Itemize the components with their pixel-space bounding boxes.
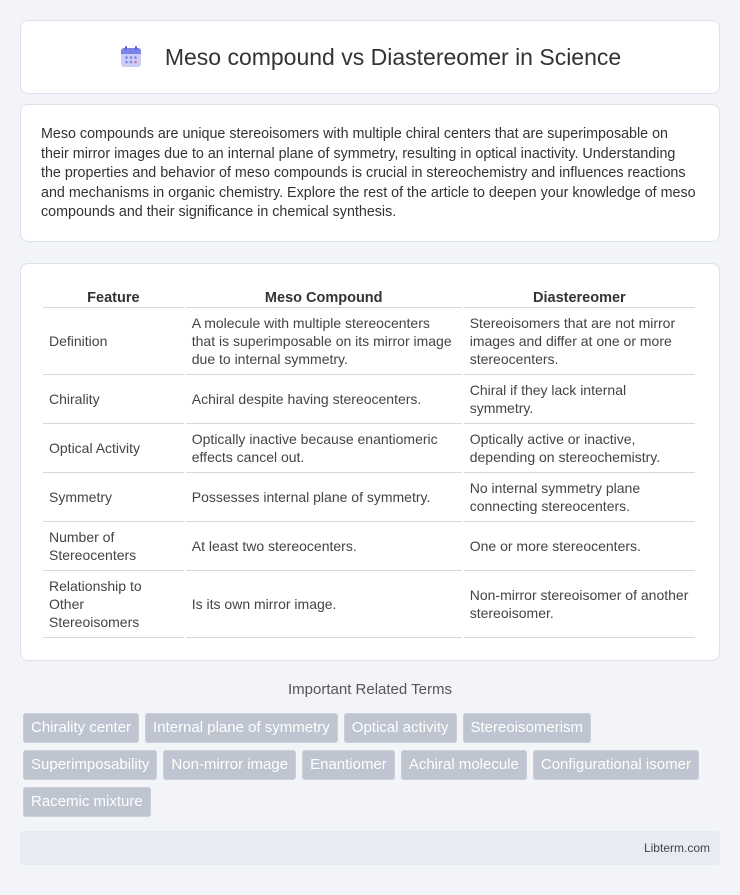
row-diastereomer: One or more stereocenters. bbox=[464, 522, 695, 571]
row-feature: Chirality bbox=[43, 375, 184, 424]
row-meso: Achiral despite having stereocenters. bbox=[186, 375, 462, 424]
page-header bbox=[20, 20, 720, 94]
related-term-tag[interactable]: Optical activity bbox=[344, 713, 457, 743]
intro-section bbox=[20, 104, 720, 242]
row-meso: Optically inactive because enantiomeric effects cancel out. bbox=[186, 424, 462, 473]
related-term-tag[interactable]: Achiral molecule bbox=[401, 750, 527, 780]
calendar-icon bbox=[119, 45, 143, 69]
row-diastereomer: Chiral if they lack internal symmetry. bbox=[464, 375, 695, 424]
related-term-tag[interactable]: Stereoisomerism bbox=[463, 713, 592, 743]
column-header-feature: Feature bbox=[43, 286, 184, 308]
row-meso: A molecule with multiple stereocenters that is superimposable on its mirror image due to internal symmetry. bbox=[186, 308, 462, 375]
table-row bbox=[43, 473, 695, 522]
row-diastereomer: Non-mirror stereoisomer of another stereoisomer. bbox=[464, 571, 695, 638]
row-meso: Possesses internal plane of symmetry. bbox=[186, 473, 462, 522]
related-term-tag[interactable]: Non-mirror image bbox=[163, 750, 296, 780]
related-terms-title: Important Related Terms bbox=[288, 681, 452, 698]
comparison-table bbox=[41, 286, 697, 638]
intro-text: Meso compounds are unique stereoisomers with multiple chiral centers that are superimposable on their mirror images due to an internal plane of symmetry, resulting in optical inactivity. Understanding the properties and behavior of meso compounds is crucial in stereochemistry and influences reactions and mechanisms in organic chemistry. Explore the rest of the article to deepen your knowledge of meso compounds and their significance in chemical synthesis. bbox=[41, 126, 696, 221]
related-term-tag[interactable]: Racemic mixture bbox=[23, 787, 151, 817]
row-diastereomer: Stereoisomers that are not mirror images and differ at one or more stereocenters. bbox=[464, 308, 695, 375]
table-header-row bbox=[43, 286, 695, 308]
row-meso: Is its own mirror image. bbox=[186, 571, 462, 638]
column-header-diastereomer: Diastereomer bbox=[464, 286, 695, 308]
row-feature: Optical Activity bbox=[43, 424, 184, 473]
related-term-tag[interactable]: Configurational isomer bbox=[533, 750, 699, 780]
row-feature: Relationship to Other Stereoisomers bbox=[43, 571, 184, 638]
row-diastereomer: No internal symmetry plane connecting stereocenters. bbox=[464, 473, 695, 522]
row-feature: Symmetry bbox=[43, 473, 184, 522]
related-term-tag[interactable]: Chirality center bbox=[23, 713, 139, 743]
table-row bbox=[43, 375, 695, 424]
related-term-tag[interactable]: Enantiomer bbox=[302, 750, 395, 780]
table-row bbox=[43, 308, 695, 375]
row-diastereomer: Optically active or inactive, depending on stereochemistry. bbox=[464, 424, 695, 473]
table-row bbox=[43, 424, 695, 473]
column-header-meso: Meso Compound bbox=[186, 286, 462, 308]
page-title: Meso compound vs Diastereomer in Science bbox=[164, 43, 622, 70]
table-row bbox=[43, 522, 695, 571]
related-term-tag[interactable]: Internal plane of symmetry bbox=[145, 713, 338, 743]
footer-site-link[interactable]: Libterm.com bbox=[643, 841, 710, 855]
related-terms-list bbox=[23, 713, 723, 817]
footer bbox=[20, 831, 720, 865]
comparison-card bbox=[20, 263, 720, 661]
row-feature: Number of Stereocenters bbox=[43, 522, 184, 571]
row-feature: Definition bbox=[43, 308, 184, 375]
row-meso: At least two stereocenters. bbox=[186, 522, 462, 571]
related-term-tag[interactable]: Superimposability bbox=[23, 750, 157, 780]
table-row bbox=[43, 571, 695, 638]
